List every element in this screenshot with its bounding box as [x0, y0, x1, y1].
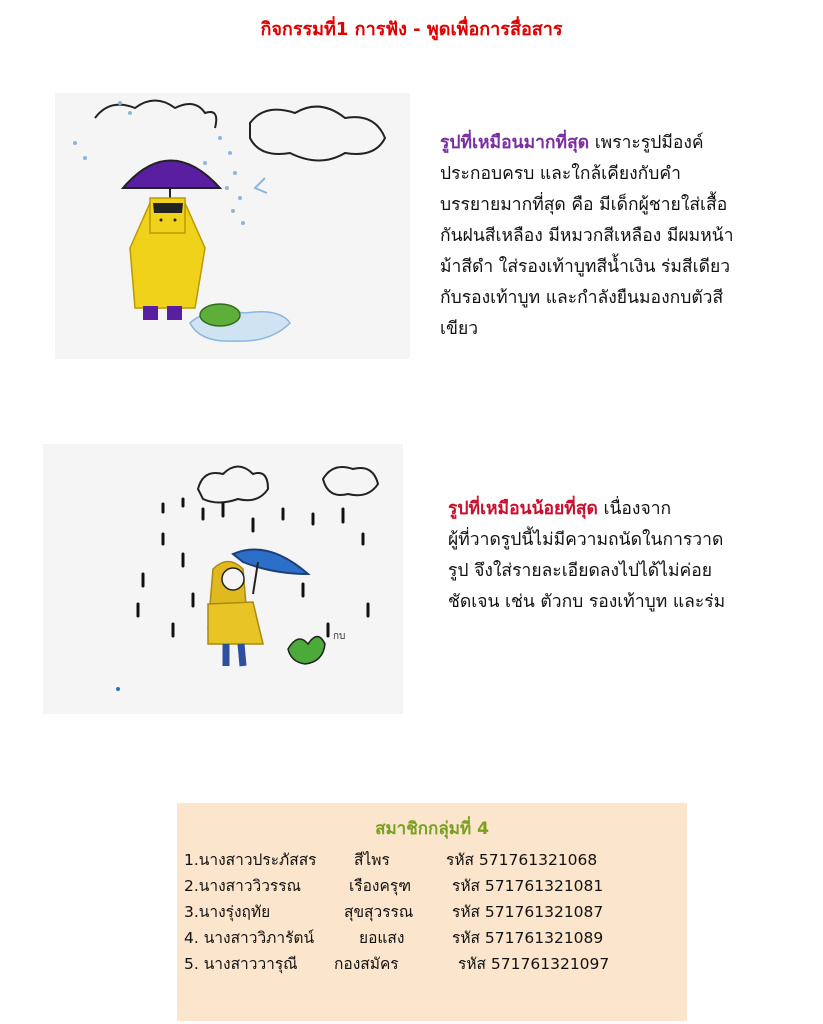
member-name: 4. นางสาววิภารัตน์ — [184, 929, 315, 947]
description-line: ประกอบครบ และใกล้เคียงกับคำ — [440, 164, 681, 184]
description-line: เขียว — [440, 319, 479, 339]
member-name: 3.นางรุ่งฤทัย — [184, 903, 271, 921]
member-id: รหัส 571761321068 — [446, 851, 598, 869]
highlight-most-similar: รูปที่เหมือนมากที่สุด — [440, 133, 590, 153]
member-name: 5. นางสาววารุณี — [184, 955, 298, 973]
member-surname: ยอแสง — [359, 929, 405, 947]
description-line: กับรองเท้าบูท และกำลังยืนมองกบตัวสี — [440, 288, 724, 308]
member-id: รหัส 571761321087 — [452, 903, 604, 921]
member-name: 1.นางสาวประภัสสร — [184, 851, 317, 869]
description-line: รูปที่เหมือนน้อยที่สุด เนื่องจาก — [448, 499, 672, 519]
highlight-least-similar: รูปที่เหมือนน้อยที่สุด — [448, 499, 598, 519]
description-line: ผู้ที่วาดรูปนี้ไม่มีความถนัดในการวาด — [448, 530, 724, 550]
member-surname: กองสมัคร — [334, 955, 399, 973]
description-least-similar — [448, 494, 798, 618]
description-line: ม้าสีดำ ใส่รองเท้าบูทสีน้ำเงิน ร่มสีเดียว — [440, 257, 731, 277]
member-surname: สีไพร — [354, 851, 390, 869]
description-line: รูป จึงใส่รายละเอียดลงไปได้ไม่ค่อย — [448, 561, 712, 581]
sketch-label: กบ — [333, 631, 346, 642]
member-name: 2.นางสาววิวรรณ — [184, 877, 301, 895]
member-id: รหัส 571761321089 — [452, 929, 604, 947]
child-in-rain-drawing — [55, 93, 410, 359]
description-line: บรรยายมากที่สุด คือ มีเด็กผู้ชายใส่เสื้อ — [440, 195, 728, 215]
child-in-rain-sketch — [43, 444, 403, 714]
description-line: ชัดเจน เช่น ตัวกบ รองเท้าบูท และร่ม — [448, 592, 726, 612]
member-id: รหัส 571761321081 — [452, 877, 604, 895]
description-line: รูปที่เหมือนมากที่สุด เพราะรูปมีองค์ — [440, 133, 704, 153]
members-title: สมาชิกกลุ่มที่ 4 — [375, 819, 489, 839]
member-id: รหัส 571761321097 — [458, 955, 610, 973]
drawing-most-similar — [55, 93, 410, 359]
drawing-least-similar — [43, 444, 403, 714]
description-most-similar — [440, 128, 800, 345]
member-surname: เรืองครุฑ — [349, 877, 412, 895]
group-members-box — [177, 803, 687, 1021]
description-line: กันฝนสีเหลือง มีหมวกสีเหลือง มีผมหน้า — [440, 226, 734, 246]
member-surname: สุขสุวรรณ — [344, 903, 414, 921]
page-title: กิจกรรมที่1 การฟัง - พูดเพื่อการสื่อสาร — [260, 19, 563, 40]
